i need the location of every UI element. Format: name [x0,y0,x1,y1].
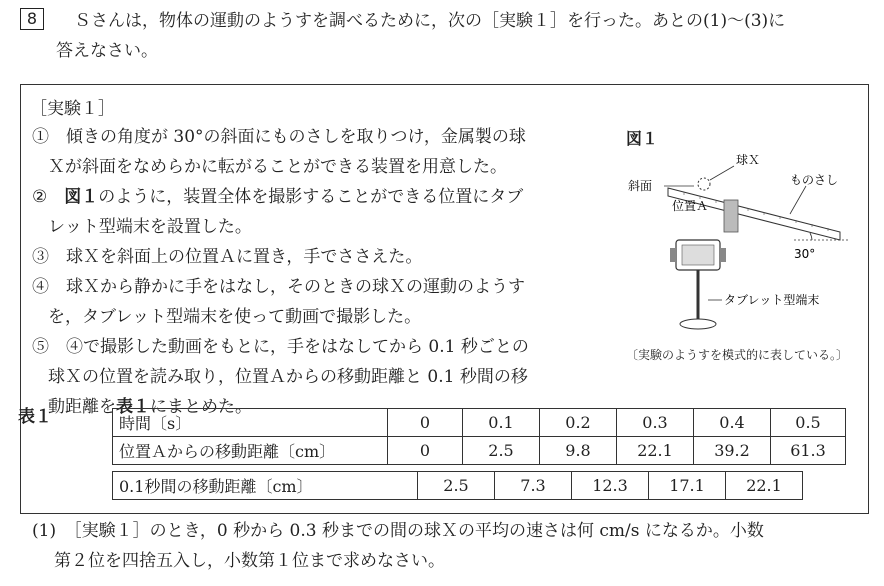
step-text: 傾きの角度が 30°の斜面にものさしを取りつけ，金属製の球 [66,127,526,147]
step-number: ② [32,187,48,207]
table-row [113,409,846,437]
question-number: 8 [20,8,44,30]
table-cell: 0 [388,409,463,437]
figure-note: 〔実験のようすを模式的に表している。〕 [626,348,849,362]
table-row [113,437,846,465]
row-header: 位置Ａからの移動距離〔cm〕 [113,437,388,465]
table-cell: 0.4 [694,409,771,437]
row-header: 時間〔s〕 [113,409,388,437]
figure-label: 図１ [626,129,659,148]
table-cell: 0.5 [771,409,846,437]
step-text: Ｘが斜面をなめらかに転がることができる装置を用意した。 [48,157,507,177]
row-header: 0.1秒間の移動距離〔cm〕 [113,472,418,500]
table-cell: 0.3 [617,409,694,437]
step-number: ③ [32,247,49,267]
label-position-a: 位置Ａ [672,199,709,213]
table-cell: 0.1 [463,409,540,437]
table-cell: 61.3 [771,437,846,465]
table-cell: 22.1 [726,472,803,500]
question-intro [56,6,870,66]
step-text: 球Ｘを斜面上の位置Ａに置き，手でささえた。 [66,247,423,267]
table-cell: 7.3 [495,472,572,500]
question-1-text: 第２位を四捨五入し，小数第１位まで求めなさい。 [54,551,445,571]
table-cell: 12.3 [572,472,649,500]
step-text: 球Ｘから静かに手をはなし，そのときの球Ｘの運動のようす [66,277,525,297]
step-1 [32,122,622,182]
table-cell: 17.1 [649,472,726,500]
question-1 [32,516,872,576]
experiment-figure [624,140,854,340]
step-number: ⑤ [32,337,49,357]
step-3 [32,242,622,272]
step-number: ① [32,127,49,147]
table-label: 表１ [18,407,52,427]
table-cell: 22.1 [617,437,694,465]
table-cell: 2.5 [418,472,495,500]
step-4 [32,272,622,332]
table-cell: 0.2 [540,409,617,437]
question-1-number: (1) [32,521,57,541]
ball-x [698,178,710,190]
question-1-text: ［実験１］のとき，0 秒から 0.3 秒までの間の球Ｘの平均の速さは何 cm/s になるか。小数 [73,521,764,541]
table-cell: 2.5 [463,437,540,465]
results-table [112,408,846,465]
experiment-title: ［実験１］ [30,99,115,119]
step-text: のように，装置全体を撮影することができる位置にタブ [98,187,524,207]
table-cell: 0 [388,437,463,465]
step-text: レット型端末を設置した。 [48,217,252,237]
label-angle: 30° [794,247,816,261]
figure-ref: 図１ [64,187,99,207]
table-ref: 表１ [116,397,150,417]
step-text: 動距離を表１にまとめた。 [48,397,252,417]
label-ball: 球Ｘ [736,153,761,167]
table-cell: 9.8 [540,437,617,465]
step-text: を，タブレット型端末を使って動画で撮影した。 [48,307,422,327]
label-slope: 斜面 [628,179,653,193]
intro-line-1: Ｓさんは，物体の運動のようすを調べるために，次の［実験１］を行った。あとの(1)〜(3)に [74,11,786,31]
label-ruler: ものさし [790,173,839,187]
tablet-device [670,240,726,329]
step-number: ④ [32,277,49,297]
step-text: 球Ｘの位置を読み取り，位置Ａからの移動距離と 0.1 秒間の移 [48,367,528,387]
step-text: ④で撮影した動画をもとに，手をはなしてから 0.1 秒ごとの [66,337,529,357]
interval-table [112,471,803,500]
label-tablet: タブレット型端末 [724,293,820,307]
table-cell: 39.2 [694,437,771,465]
intro-line-2: 答えなさい。 [56,41,158,61]
support-post [724,200,738,232]
step-2 [32,182,622,242]
table-row [113,472,803,500]
slope-ruler [668,188,840,240]
